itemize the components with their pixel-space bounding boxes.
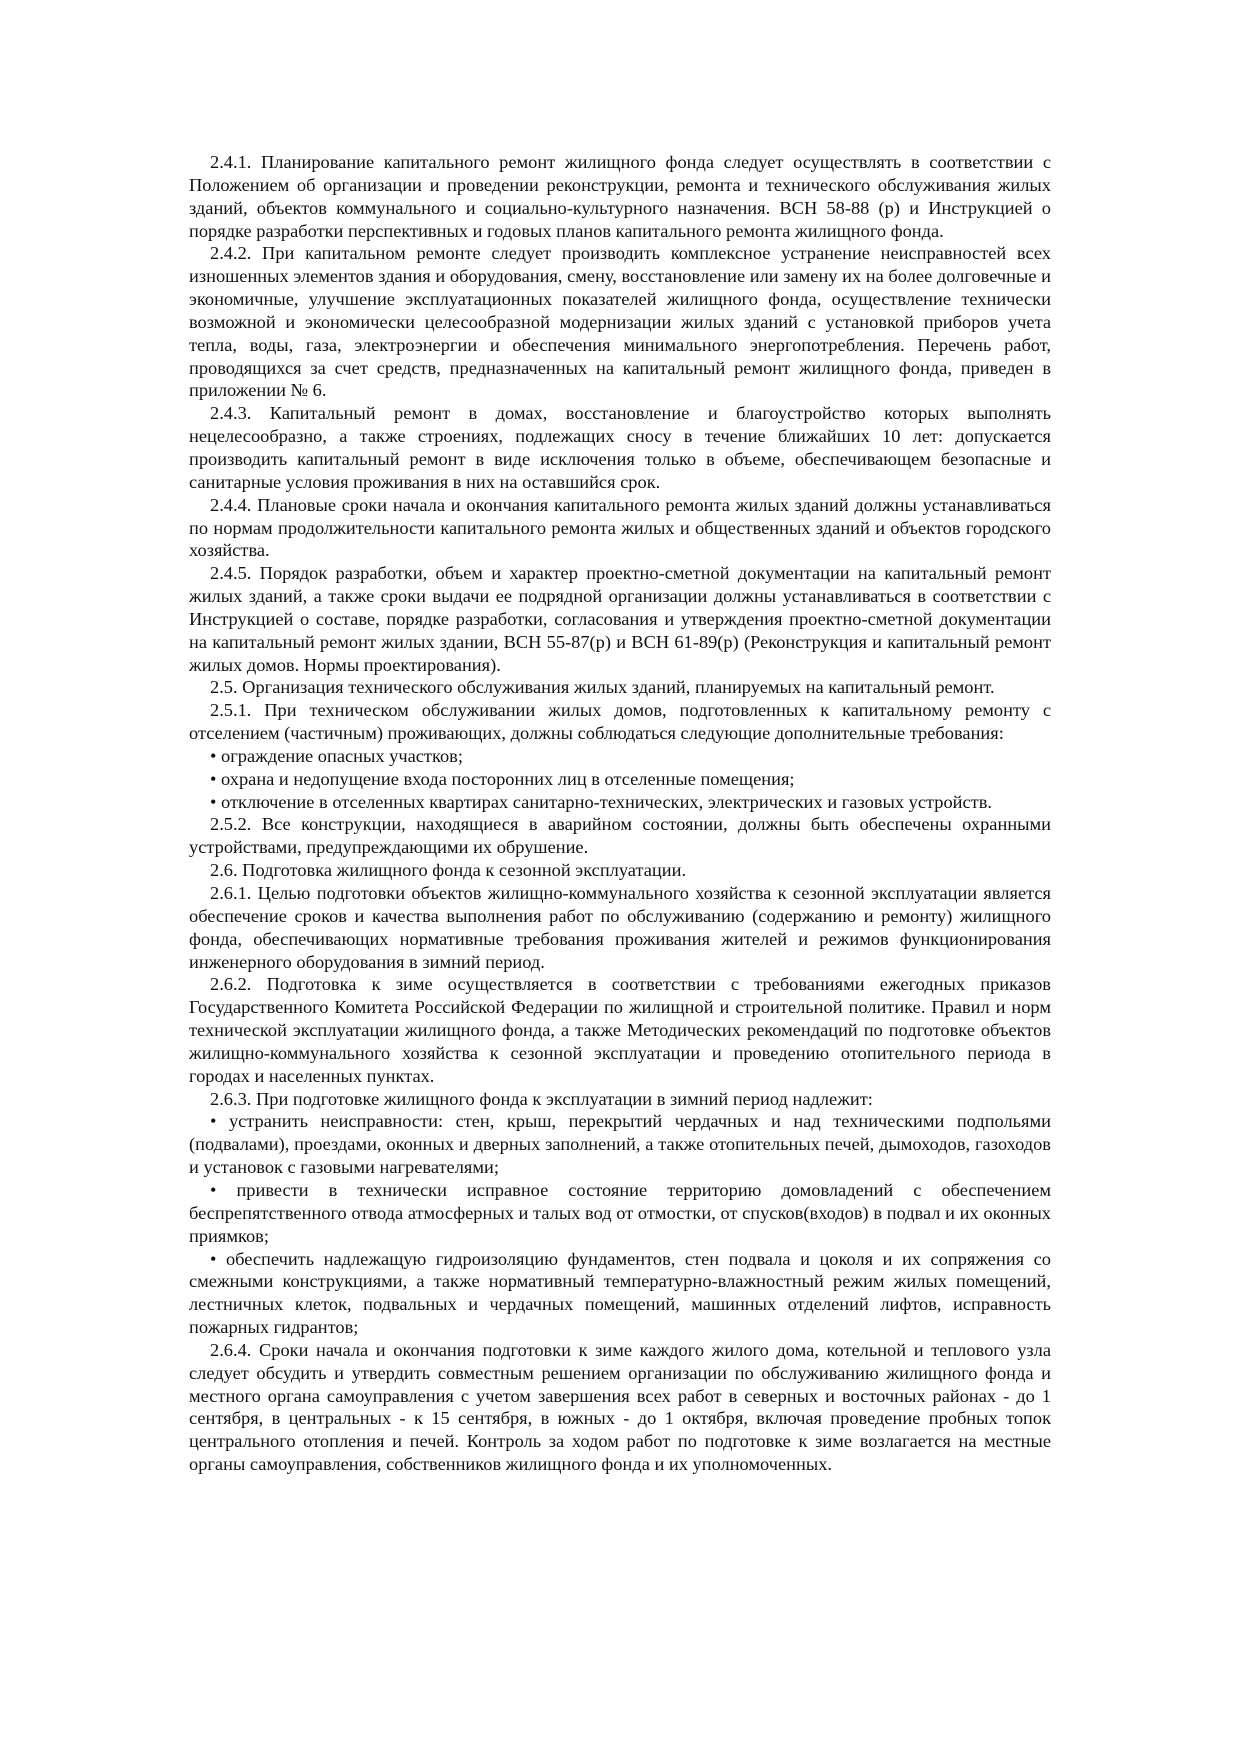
bullet-item: • ограждение опасных участков; — [210, 745, 463, 766]
paragraph-2-6: 2.6. Подготовка жилищного фонда к сезонной эксплуатации. — [210, 860, 687, 881]
paragraph-2-6-4: 2.6.4. Сроки начала и окончания подготовки к зиме каждого жилого дома, котельной и теплового узла следует обсудить и утвердить совместным решением организации по обслуживанию жилищного фонда и местного органа самоуправления с учетом завершения всех работ в северных и восточных районах - до 1 сентября, в центральных - к 15 сентября, в южных - до 1 октября, включая проведение пробных топок центрального отопления и печей. Контроль за ходом работ по подготовке к зиме возлагается на местные органы самоуправления, собственников жилищного фонда и их уполномоченных. — [189, 1339, 1051, 1475]
paragraph-2-6-2: 2.6.2. Подготовка к зиме осуществляется в соответствии с требованиями ежегодных приказов Государственного Комитета Российской Федерации по жилищной и строительной политике. Правил и норм технической эксплуатации жилищного фонда, а также Методических рекомендаций по подготовке объектов жилищно-коммунального хозяйства к сезонной эксплуатации и проведению отопительного периода в городах и населенных пунктах. — [189, 974, 1051, 1086]
bullet-item: • охрана и недопущение входа посторонних лиц в отселенные помещения; — [210, 768, 795, 789]
bullet-item: • обеспечить надлежащую гидроизоляцию фундаментов, стен подвала и цоколя и их сопряжения со смежными конструкциями, а также нормативный температурно-влажностный режим жилых помещений, лестничных клеток, подвальных и чердачных помещений, машинных отделений лифтов, исправность пожарных гидрантов; — [189, 1248, 1051, 1338]
paragraph-2-5: 2.5. Организация технического обслуживания жилых зданий, планируемых на капитальный ремонт. — [210, 677, 995, 698]
bullet-item: • привести в технически исправное состояние территорию домовладений с обеспечением беспрепятственного отвода атмосферных и талых вод от отмостки, от спусков(входов) в подвал и их оконных приямков; — [189, 1179, 1051, 1246]
bullet-item: • отключение в отселенных квартирах санитарно-технических, электрических и газовых устройств. — [210, 791, 992, 812]
paragraph-2-6-1: 2.6.1. Целью подготовки объектов жилищно-коммунального хозяйства к сезонной эксплуатации является обеспечение сроков и качества выполнения работ по обслуживанию (содержанию и ремонту) жилищного фонда, обеспечивающих нормативные требования проживания жителей и режимов функционирования инженерного оборудования в зимний период. — [189, 883, 1051, 972]
paragraph-2-5-2: 2.5.2. Все конструкции, находящиеся в аварийном состоянии, должны быть обеспечены охранными устройствами, предупреждающими их обрушение. — [189, 814, 1051, 858]
paragraph-2-4-2: 2.4.2. При капитальном ремонте следует производить комплексное устранение неисправностей всех изношенных элементов здания и оборудования, смену, восстановление или замену их на более долговечные и экономичные, улучшение эксплуатационных показателей жилищного фонда, осуществление технически возможной и экономически целесообразной модернизации жилых зданий с установкой приборов учета тепла, воды, газа, электроэнергии и обеспечения минимального энергопотребления. Перечень работ, проводящихся за счет средств, предназначенных на капитальный ремонт жилищного фонда, приведен в приложении № 6. — [189, 243, 1051, 401]
paragraph-2-6-3: 2.6.3. При подготовке жилищного фонда к эксплуатации в зимний период надлежит: — [210, 1088, 873, 1109]
paragraph-2-4-1: 2.4.1. Планирование капитального ремонт жилищного фонда следует осуществлять в соответствии с Положением об организации и проведении реконструкции, ремонта и технического обслуживания жилых зданий, объектов коммунального и социально-культурного назначения. ВСН 58-88 (р) и Инструкцией о порядке разработки перспективных и годовых планов капитального ремонта жилищного фонда. — [189, 152, 1051, 241]
paragraph-2-4-4: 2.4.4. Плановые сроки начала и окончания капитального ремонта жилых зданий должны устанавливаться по нормам продолжительности капитального ремонта жилых и общественных зданий и объектов городского хозяйства. — [189, 494, 1051, 561]
document-body — [189, 151, 1051, 1476]
paragraph-2-4-5: 2.4.5. Порядок разработки, объем и характер проектно-сметной документации на капитальный ремонт жилых зданий, а также сроки выдачи ее подрядной организации должны устанавливаться в соответствии с Инструкцией о составе, порядке разработки, согласования и утверждения проектно-сметной документации на капитальный ремонт жилых здании, ВСН 55-87(р) и ВСН 61-89(р) (Реконструкция и капитальный ремонт жилых домов. Нормы проектирования). — [189, 563, 1051, 675]
bullet-item: • устранить неисправности: стен, крыш, перекрытий чердачных и над техническими подпольями (подвалами), проездами, оконных и дверных заполнений, а также отопительных печей, дымоходов, газоходов и установок с газовыми нагревателями; — [189, 1111, 1051, 1178]
paragraph-2-5-1: 2.5.1. При техническом обслуживании жилых домов, подготовленных к капитальному ремонту с отселением (частичным) проживающих, должны соблюдаться следующие дополнительные требования: — [189, 700, 1051, 744]
paragraph-2-4-3: 2.4.3. Капитальный ремонт в домах, восстановление и благоустройство которых выполнять нецелесообразно, а также строениях, подлежащих сносу в течение ближайших 10 лет: допускается производить капитальный ремонт в виде исключения только в объеме, обеспечивающем безопасные и санитарные условия проживания в них на оставшийся срок. — [189, 403, 1051, 492]
